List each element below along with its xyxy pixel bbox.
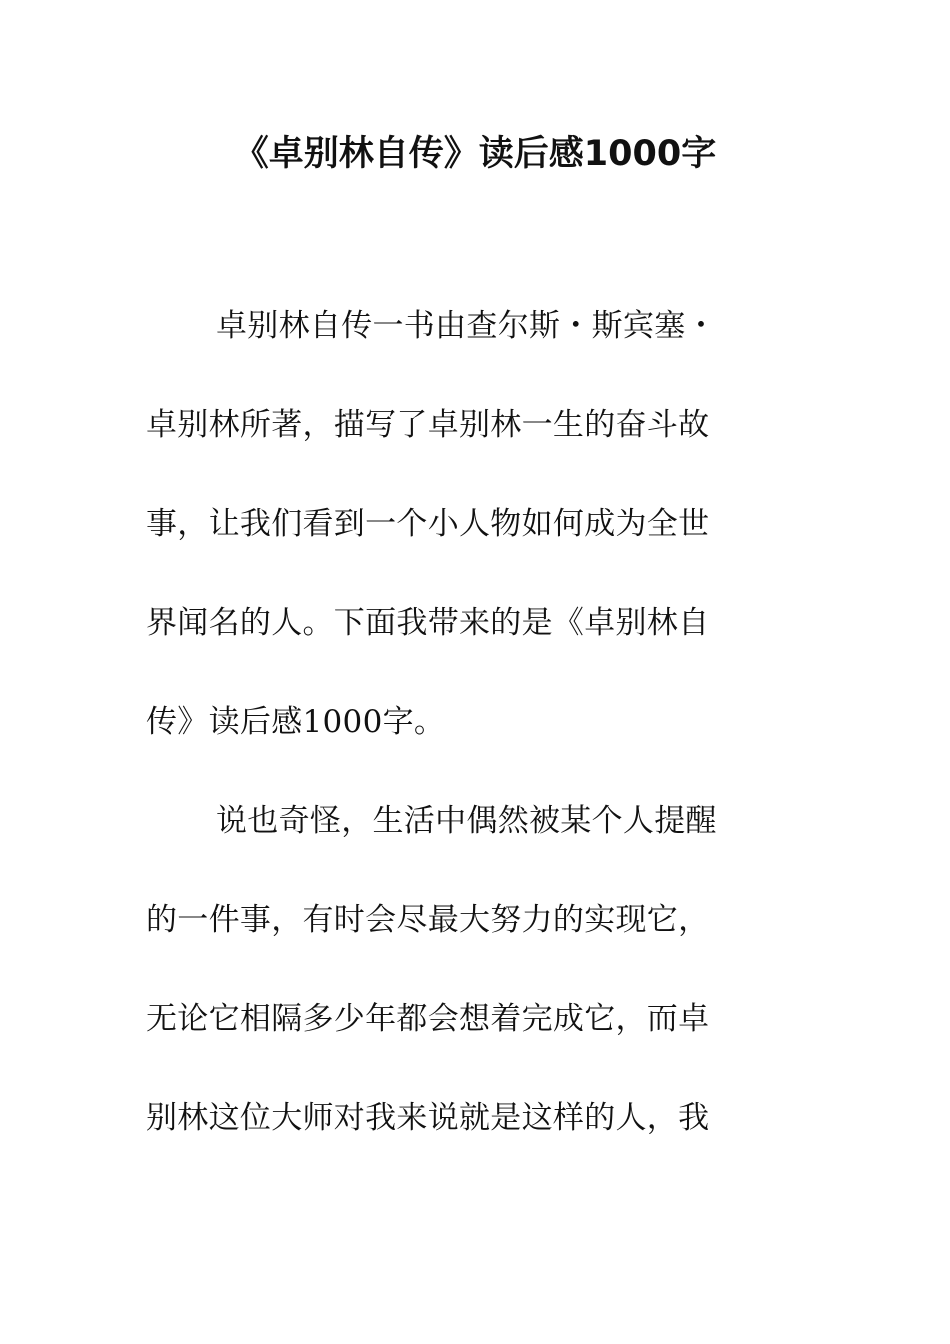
paragraph-2-line-4: 别林这位大师对我来说就是这样的人，我 <box>146 1100 710 1136</box>
document-body <box>146 297 776 1188</box>
paragraph-1-line-5: 传》读后感1000字。 <box>146 704 446 740</box>
paragraph-2-line-2: 的一件事，有时会尽最大努力的实现它， <box>146 902 710 938</box>
paragraph-1-line-4: 界闻名的人。下面我带来的是《卓别林自 <box>146 605 710 641</box>
paragraph-2-line-1: 说也奇怪，生活中偶然被某个人提醒 <box>216 803 717 839</box>
paragraph-2-line-3: 无论它相隔多少年都会想着完成它，而卓 <box>146 1001 710 1037</box>
document-title: 《卓别林自传》读后感1000字 <box>233 134 717 174</box>
paragraph-1-line-3: 事，让我们看到一个小人物如何成为全世 <box>146 506 710 542</box>
paragraph-1-line-1: 卓别林自传一书由查尔斯・斯宾塞・ <box>216 308 717 344</box>
paragraph-1-line-2: 卓别林所著，描写了卓别林一生的奋斗故 <box>146 407 710 443</box>
